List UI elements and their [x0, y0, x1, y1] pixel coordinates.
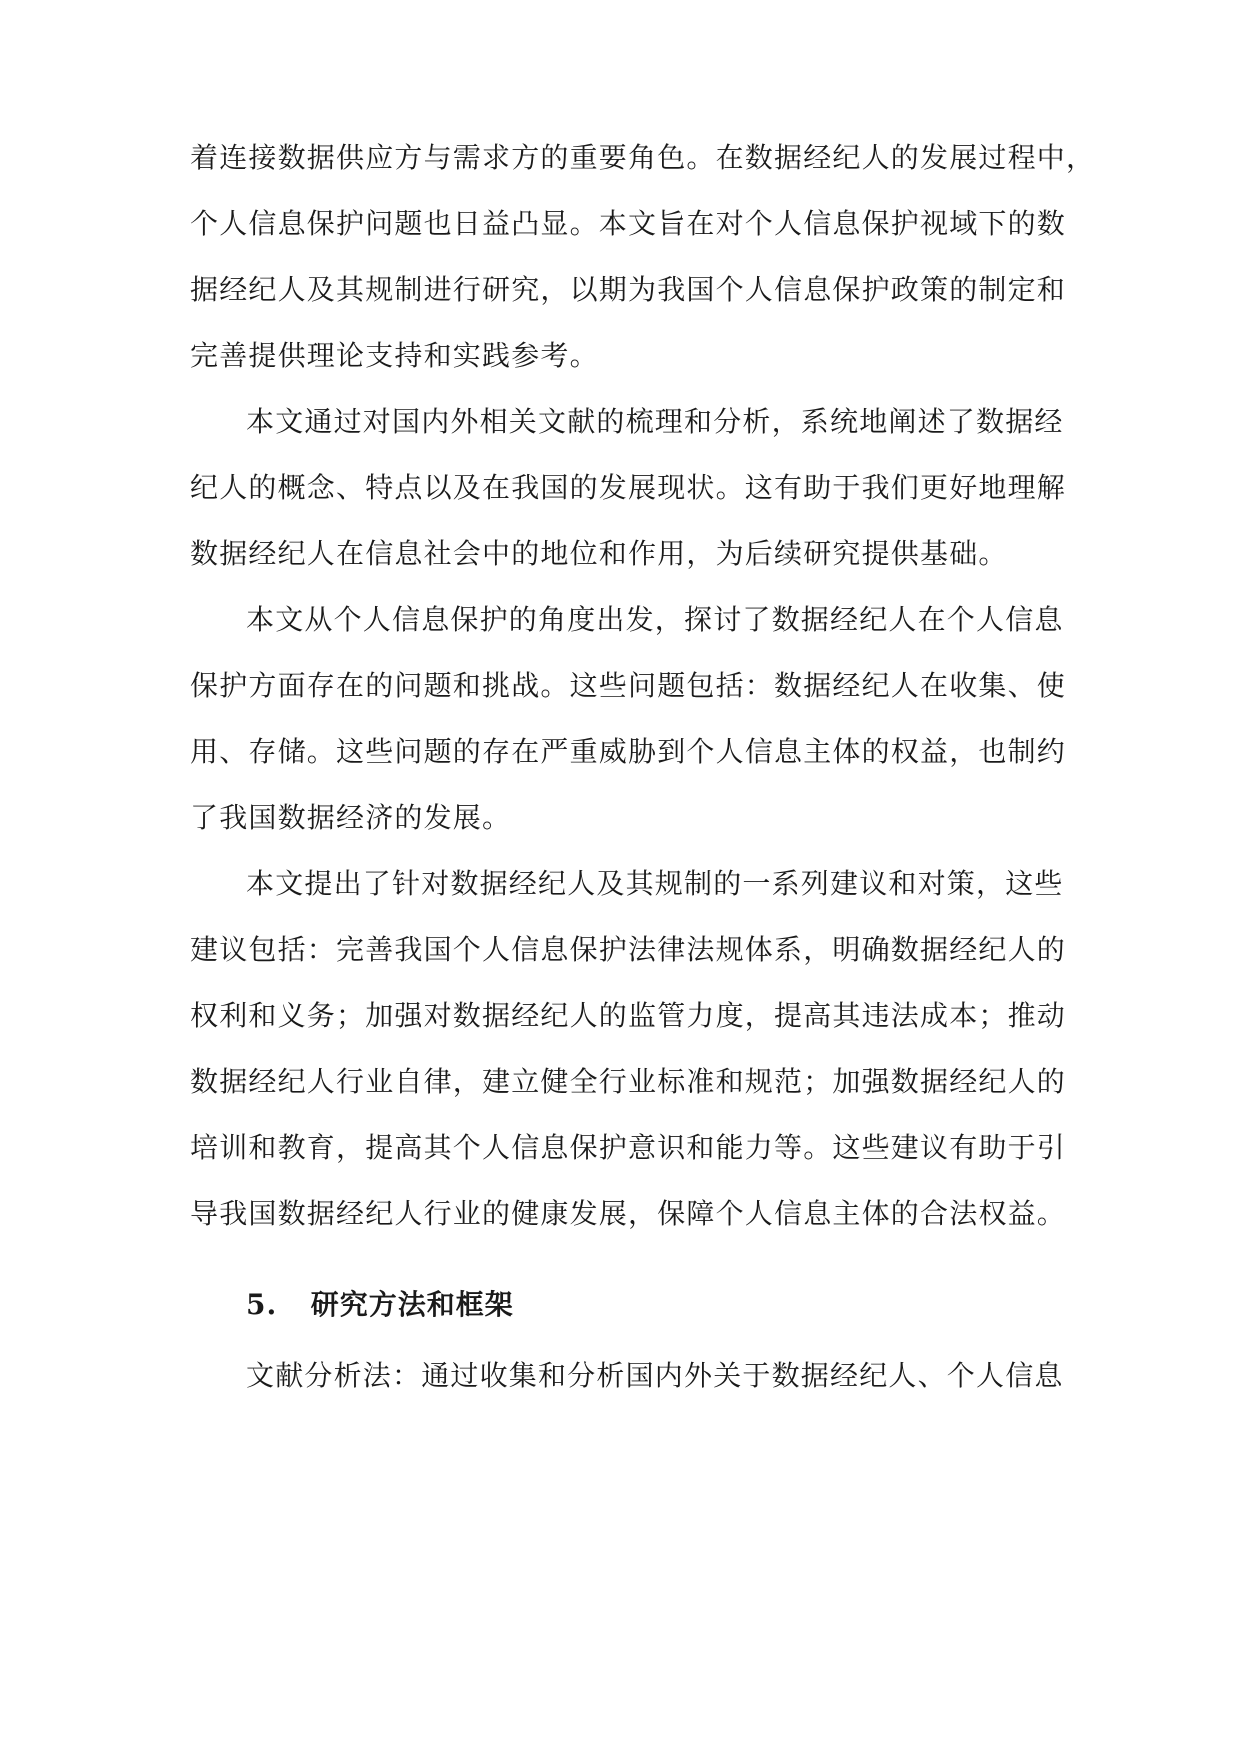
text-line: 本文通过对国内外相关文献的梳理和分析，系统地阐述了数据经: [246, 405, 1064, 438]
text-line: 建议包括：完善我国个人信息保护法律法规体系，明确数据经纪人的: [190, 933, 1067, 966]
text-line: 纪人的概念、特点以及在我国的发展现状。这有助于我们更好地理解: [190, 471, 1067, 504]
text-line: 数据经纪人行业自律，建立健全行业标准和规范；加强数据经纪人的: [190, 1065, 1067, 1098]
text-line: 着连接数据供应方与需求方的重要角色。在数据经纪人的发展过程中，: [190, 141, 1096, 174]
section-title: 研究方法和框架: [310, 1288, 514, 1321]
section-heading: [246, 1285, 514, 1325]
text-line: 保护方面存在的问题和挑战。这些问题包括：数据经纪人在收集、使: [190, 669, 1067, 702]
text-line: 本文从个人信息保护的角度出发，探讨了数据经纪人在个人信息: [246, 603, 1064, 636]
text-line: 本文提出了针对数据经纪人及其规制的一系列建议和对策，这些: [246, 867, 1064, 900]
text-line: 了我国数据经济的发展。: [190, 801, 512, 834]
text-line: 用、存储。这些问题的存在严重威胁到个人信息主体的权益，也制约: [190, 735, 1067, 768]
text-line: 数据经纪人在信息社会中的地位和作用，为后续研究提供基础。: [190, 537, 1008, 570]
text-line: 导我国数据经纪人行业的健康发展，保障个人信息主体的合法权益。: [190, 1197, 1067, 1230]
text-line: 培训和教育，提高其个人信息保护意识和能力等。这些建议有助于引: [190, 1131, 1067, 1164]
text-line: 据经纪人及其规制进行研究，以期为我国个人信息保护政策的制定和: [190, 273, 1067, 306]
text-line: 权利和义务；加强对数据经纪人的监管力度，提高其违法成本；推动: [190, 999, 1067, 1032]
text-line: 完善提供理论支持和实践参考。: [190, 339, 599, 372]
section-number: 5.: [246, 1288, 278, 1321]
text-line: 文献分析法：通过收集和分析国内外关于数据经纪人、个人信息: [246, 1359, 1064, 1392]
text-line: 个人信息保护问题也日益凸显。本文旨在对个人信息保护视域下的数: [190, 207, 1067, 240]
